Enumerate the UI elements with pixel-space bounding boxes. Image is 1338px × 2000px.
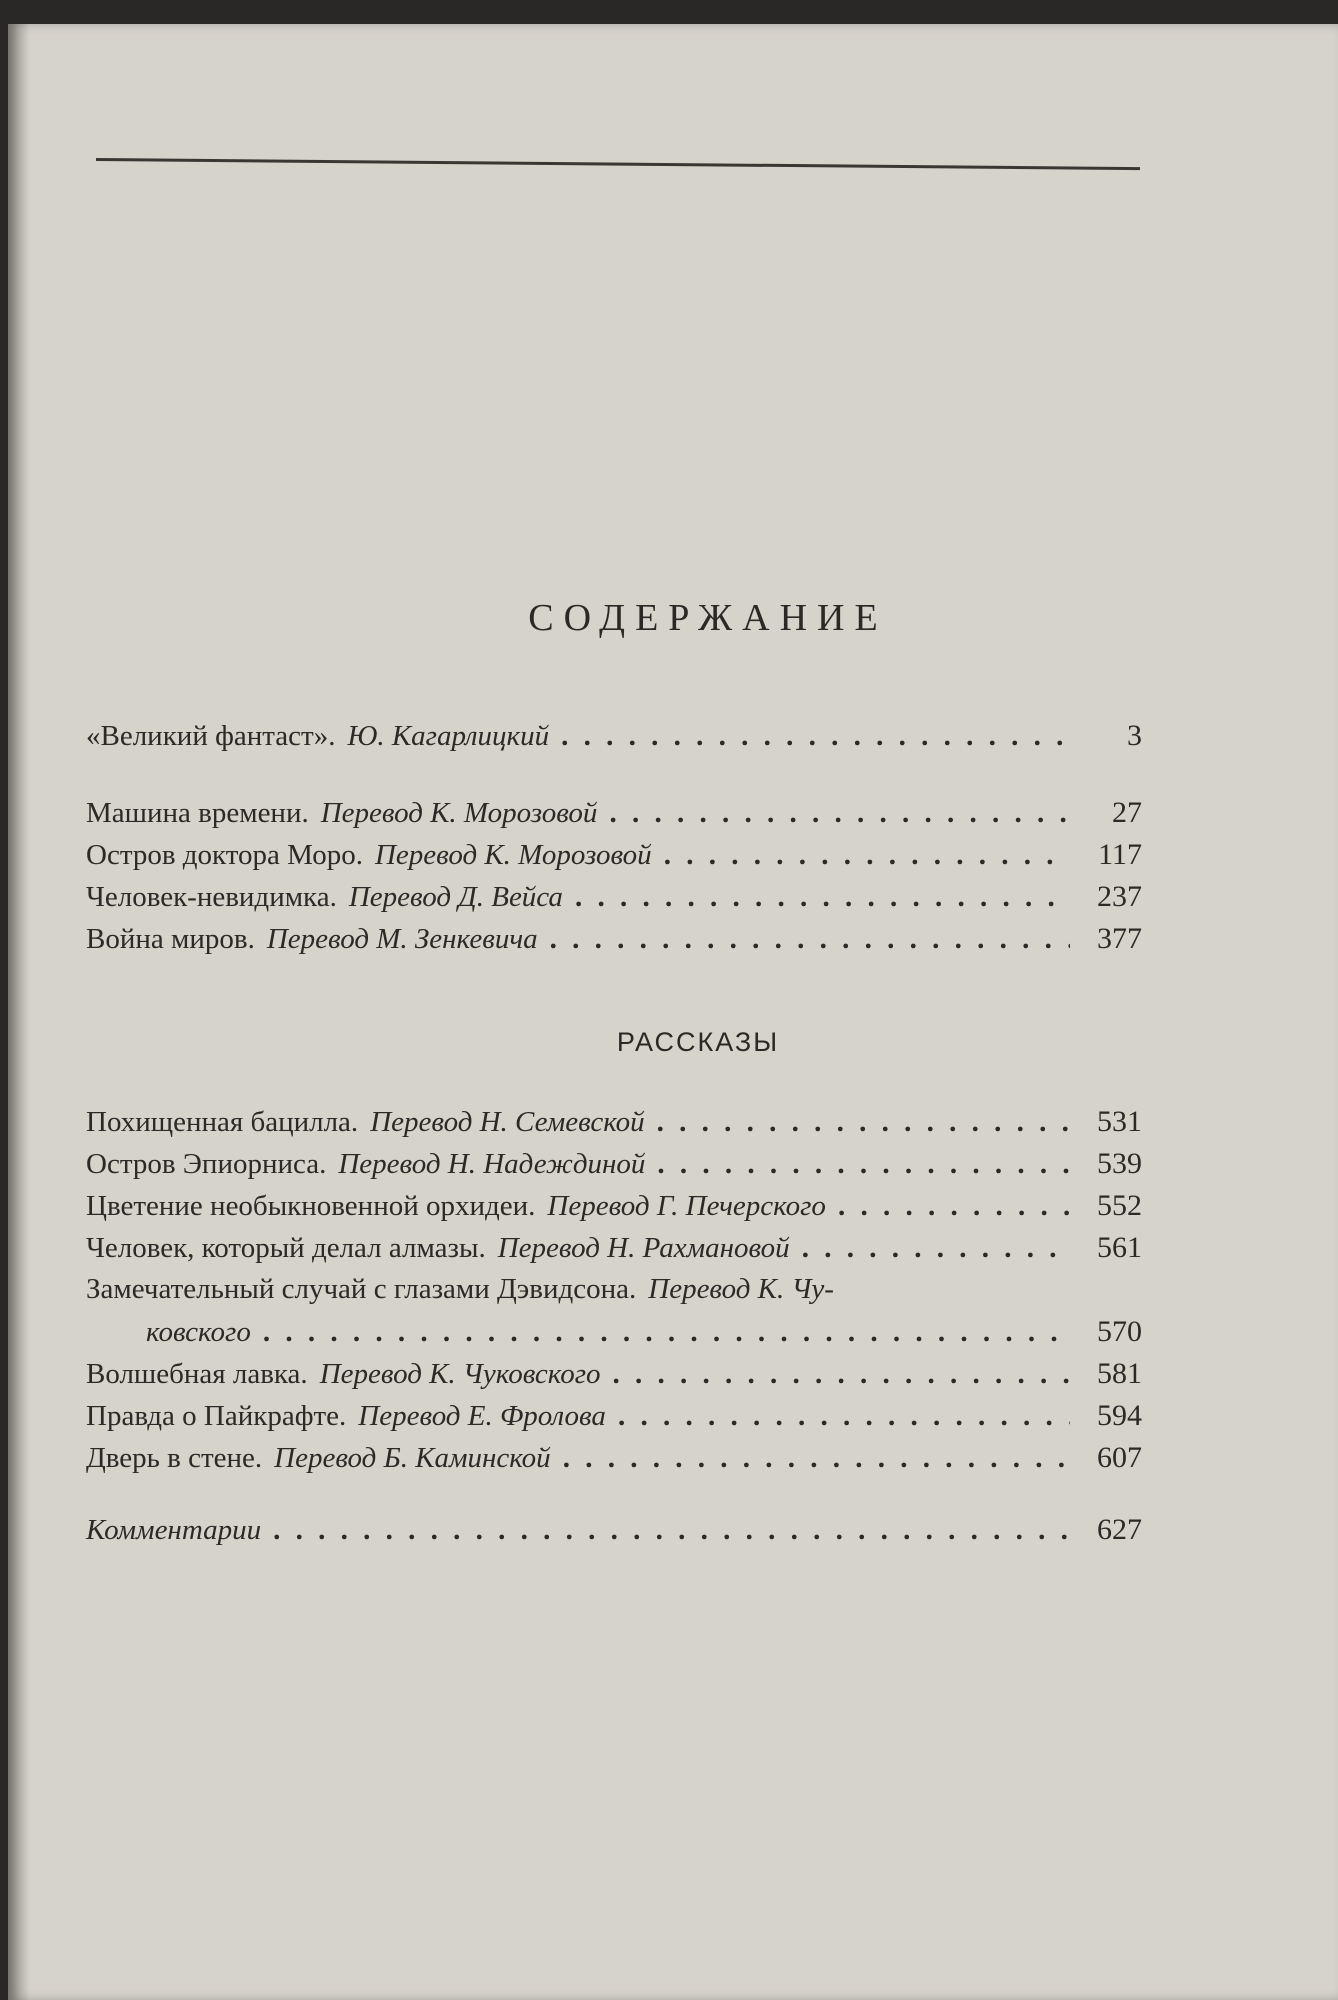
spine-shadow (8, 24, 30, 2000)
entry-title: Волшебная лавка. (86, 1358, 308, 1390)
dot-leader (657, 1148, 1070, 1181)
entry-page: 237 (1097, 880, 1142, 913)
entry-page: 552 (1097, 1189, 1142, 1222)
toc-entry-intro (86, 719, 1142, 761)
toc-entry-story (86, 1147, 1142, 1189)
entry-page: 539 (1097, 1147, 1142, 1180)
entry-title: Человек, который делал алмазы. (86, 1232, 486, 1264)
entry-translator: Перевод К. Чуковского (319, 1358, 601, 1390)
entry-title: Машина времени. (86, 797, 309, 829)
entry-translator: Перевод Н. Рахмановой (497, 1232, 790, 1264)
entry-title: Замечательный случай с глазами Дэвидсона. (86, 1273, 637, 1305)
dot-leader (575, 881, 1070, 914)
toc-entry-novel (86, 796, 1142, 838)
dot-leader (613, 1358, 1070, 1391)
entry-title: Похищенная бацилла. (86, 1106, 359, 1138)
entry-title: Комментарии (86, 1514, 262, 1546)
toc-entry-novel (86, 922, 1142, 964)
entry-page: 531 (1097, 1105, 1142, 1138)
toc-entry-story (86, 1231, 1142, 1273)
toc-entry-story (86, 1273, 1142, 1313)
toc-entry-story (86, 1399, 1142, 1441)
top-rule (96, 158, 1140, 170)
entry-translator: Перевод Н. Надеждиной (338, 1148, 646, 1180)
toc-entry-story (86, 1441, 1142, 1483)
dot-leader (657, 1106, 1070, 1139)
dot-leader (618, 1400, 1070, 1433)
entry-page: 570 (1097, 1315, 1142, 1348)
entry-translator: Перевод Н. Семевской (370, 1106, 645, 1138)
entry-page: 627 (1097, 1513, 1142, 1546)
entry-translator: Перевод К. Чу- (648, 1273, 834, 1305)
entry-page: 3 (1127, 719, 1142, 752)
entry-translator: Перевод К. Морозовой (374, 839, 652, 871)
entry-page: 581 (1097, 1357, 1142, 1390)
entry-translator: Перевод Д. Вейса (348, 881, 563, 913)
toc-entry-novel (86, 880, 1142, 922)
entry-page: 27 (1112, 796, 1142, 829)
dot-leader (550, 923, 1070, 956)
toc-entry-novel (86, 838, 1142, 880)
dot-leader (664, 839, 1070, 872)
entry-title: Война миров. (86, 923, 255, 955)
dot-leader (563, 1442, 1070, 1475)
entry-translator-continued: ковского (146, 1316, 251, 1348)
entry-translator: Перевод К. Морозовой (320, 797, 598, 829)
dot-leader (838, 1190, 1070, 1223)
entry-title: Правда о Пайкрафте. (86, 1400, 347, 1432)
entry-translator: Перевод Е. Фролова (358, 1400, 606, 1432)
entry-title: Остров доктора Моро. (86, 839, 363, 871)
dot-leader (273, 1514, 1070, 1547)
dot-leader (561, 720, 1070, 753)
dot-leader (609, 797, 1070, 830)
toc-entry-commentary (86, 1513, 1142, 1555)
toc-entry-story (86, 1105, 1142, 1147)
entry-title: Цветение необыкновенной орхидеи. (86, 1190, 536, 1222)
entry-page: 594 (1097, 1399, 1142, 1432)
dot-leader (263, 1316, 1070, 1349)
entry-page: 561 (1097, 1231, 1142, 1264)
toc-entry-story-continued (146, 1315, 1142, 1357)
entry-translator: Ю. Кагарлицкий (347, 720, 550, 752)
stories-heading: РАССКАЗЫ (616, 1027, 780, 1057)
entry-page: 377 (1097, 922, 1142, 955)
entry-translator: Перевод Г. Печерского (547, 1190, 826, 1222)
contents-heading: СОДЕРЖАНИЕ (528, 597, 888, 639)
book-page (8, 24, 1338, 2000)
entry-page: 607 (1097, 1441, 1142, 1474)
entry-title: Дверь в стене. (86, 1442, 263, 1474)
entry-translator: Перевод М. Зенкевича (266, 923, 538, 955)
dot-leader (802, 1232, 1070, 1265)
entry-page: 117 (1098, 838, 1142, 871)
entry-translator: Перевод Б. Каминской (274, 1442, 551, 1474)
toc-entry-story (86, 1357, 1142, 1399)
entry-title: Человек-невидимка. (86, 881, 337, 913)
toc-entry-story (86, 1189, 1142, 1231)
entry-title: Остров Эпиорниса. (86, 1148, 327, 1180)
entry-title: «Великий фантаст». (86, 720, 336, 752)
